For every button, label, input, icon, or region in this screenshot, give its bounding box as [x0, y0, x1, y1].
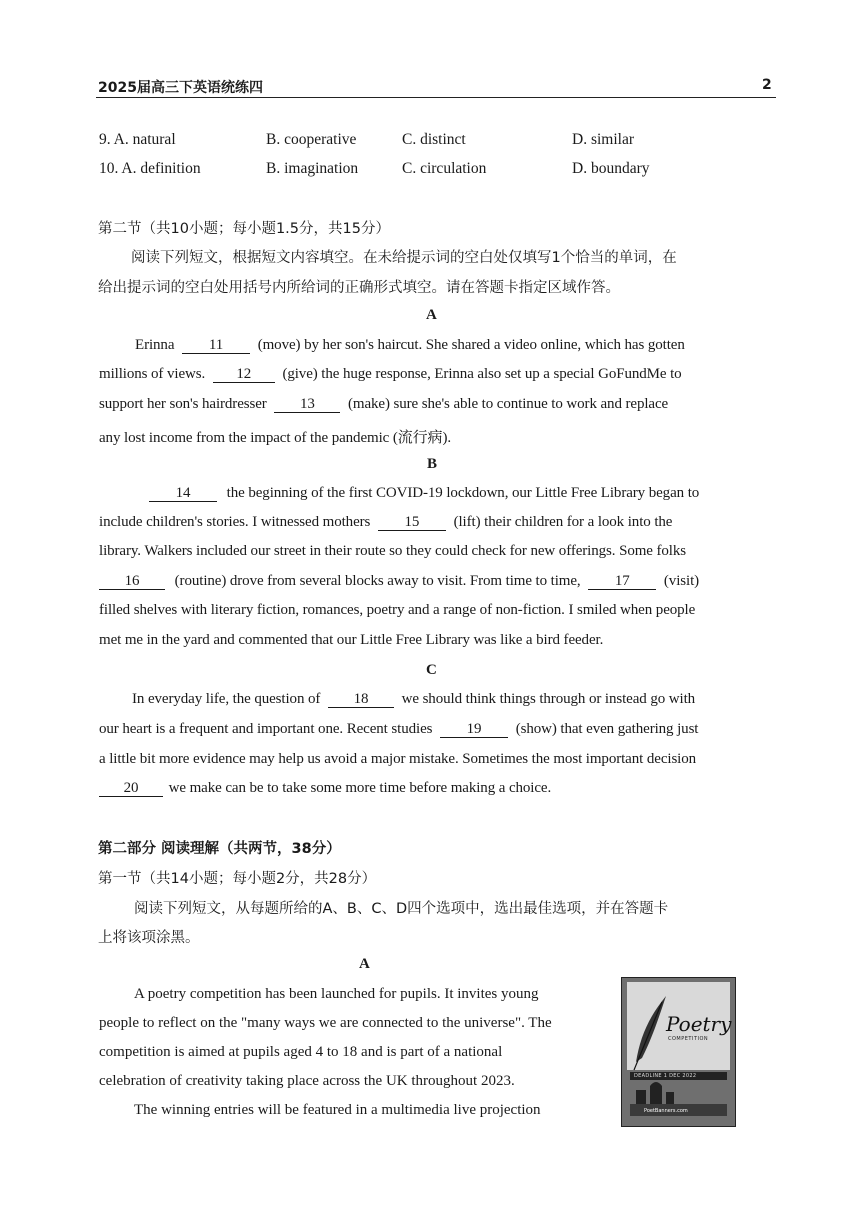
reading-a-line-4: celebration of creativity taking place across the UK throughout 2023.: [99, 1073, 515, 1089]
poster-title: Poetry: [666, 1012, 732, 1036]
passage-a-line-1: [99, 337, 773, 354]
poster-site: PoetBanners.com: [644, 1108, 688, 1114]
text: millions of views.: [99, 366, 206, 382]
text: (lift) their children for a look into the: [453, 514, 673, 530]
passage-c-line-1: [99, 691, 773, 708]
section2-heading: 第二节（共10小题；每小题1.5分，共15分）: [98, 221, 390, 237]
blank-16: 16: [99, 574, 165, 590]
blank-19: 19: [440, 722, 508, 738]
text: In everyday life, the question of: [132, 691, 321, 707]
reading-a-line-5: The winning entries will be featured in a multimedia live projection: [134, 1102, 541, 1118]
blank-11: 11: [182, 338, 250, 354]
passage-b-line-5: filled shelves with literary fiction, romances, poetry and a range of non-fiction. I smiled when people: [99, 602, 696, 618]
option-10a: 10. A. definition: [99, 160, 201, 177]
text: (visit): [663, 573, 700, 589]
page-number: 2: [762, 77, 772, 93]
passage-c-line-4: [99, 780, 773, 797]
section2-instruction-2: 给出提示词的空白处用括号内所给词的正确形式填空。请在答题卡指定区域作答。: [98, 280, 620, 296]
passage-b-line-2: [99, 514, 773, 531]
passage-a-line-4: any lost income from the impact of the pandemic (流行病).: [99, 430, 452, 446]
option-10c: C. circulation: [402, 160, 487, 177]
option-9c: C. distinct: [402, 131, 466, 148]
header-rule: [96, 97, 776, 98]
text: include children's stories. I witnessed mothers: [99, 514, 371, 530]
text: we should think things through or instead go with: [401, 691, 696, 707]
poster-subtitle: COMPETITION: [668, 1036, 709, 1042]
blank-15: 15: [378, 515, 446, 531]
blank-12: 12: [213, 367, 275, 383]
option-10d: D. boundary: [572, 160, 650, 177]
text: support her son's hairdresser: [99, 396, 267, 412]
text: (move) by her son's haircut. She shared a video online, which has gotten: [257, 337, 685, 353]
passage-b-line-3: library. Walkers included our street in their route so they could check for new offerings. Some folks: [99, 543, 687, 559]
option-9d: D. similar: [572, 131, 634, 148]
passage-a-letter: A: [426, 307, 437, 323]
part2-instruction-2: 上将该项涂黑。: [98, 930, 200, 946]
blank-14: 14: [149, 486, 217, 502]
passage-a-line-2: [99, 366, 773, 383]
text: our heart is a frequent and important one. Recent studies: [99, 721, 433, 737]
reading-a-letter: A: [359, 956, 370, 972]
blank-17: 17: [588, 574, 656, 590]
passage-b-line-4: [99, 573, 773, 590]
passage-b-letter: B: [427, 456, 438, 472]
option-9a: 9. A. natural: [99, 131, 176, 148]
passage-c-line-2: [99, 721, 773, 738]
text: (give) the huge response, Erinna also set up a special GoFundMe to: [282, 366, 682, 382]
part2-sub-heading: 第一节（共14小题；每小题2分，共28分）: [98, 871, 377, 887]
text: we make can be to take some more time before making a choice.: [168, 780, 552, 796]
reading-a-line-3: competition is aimed at pupils aged 4 to 18 and is part of a national: [99, 1044, 503, 1060]
text: the beginning of the first COVID-19 lockdown, our Little Free Library began to: [226, 485, 700, 501]
part2-instruction-1: 阅读下列短文，从每题所给的A、B、C、D四个选项中，选出最佳选项，并在答题卡: [134, 901, 669, 917]
blank-13: 13: [274, 397, 340, 413]
text: (routine) drove from several blocks away to visit. From time to time,: [174, 573, 581, 589]
blank-20: 20: [99, 781, 163, 797]
text: (show) that even gathering just: [515, 721, 699, 737]
passage-a-line-3: [99, 396, 773, 413]
section2-instruction-1: 阅读下列短文，根据短文内容填空。在未给提示词的空白处仅填写1个恰当的单词，在: [131, 250, 677, 266]
text: (make) sure she's able to continue to work and replace: [348, 396, 669, 412]
document-header-title: 2025届高三下英语统练四: [98, 80, 263, 96]
passage-c-letter: C: [426, 662, 437, 678]
reading-a-line-1: A poetry competition has been launched for pupils. It invites young: [134, 986, 539, 1002]
passage-c-line-3: a little bit more evidence may help us avoid a major mistake. Sometimes the most important decision: [99, 751, 697, 767]
poster-deadline: DEADLINE 1 DEC 2022: [634, 1073, 697, 1079]
feather-quill-icon: [622, 978, 735, 1126]
passage-b-line-1: [99, 485, 773, 502]
passage-b-line-6: met me in the yard and commented that our Little Free Library was like a bird feeder.: [99, 632, 604, 648]
reading-a-line-2: people to reflect on the "many ways we are connected to the universe". The: [99, 1015, 552, 1031]
part2-heading: 第二部分 阅读理解（共两节，38分）: [98, 841, 341, 857]
poetry-competition-poster: [621, 977, 736, 1127]
text: Erinna: [135, 337, 175, 353]
blank-18: 18: [328, 692, 394, 708]
option-9b: B. cooperative: [266, 131, 357, 148]
option-10b: B. imagination: [266, 160, 359, 177]
